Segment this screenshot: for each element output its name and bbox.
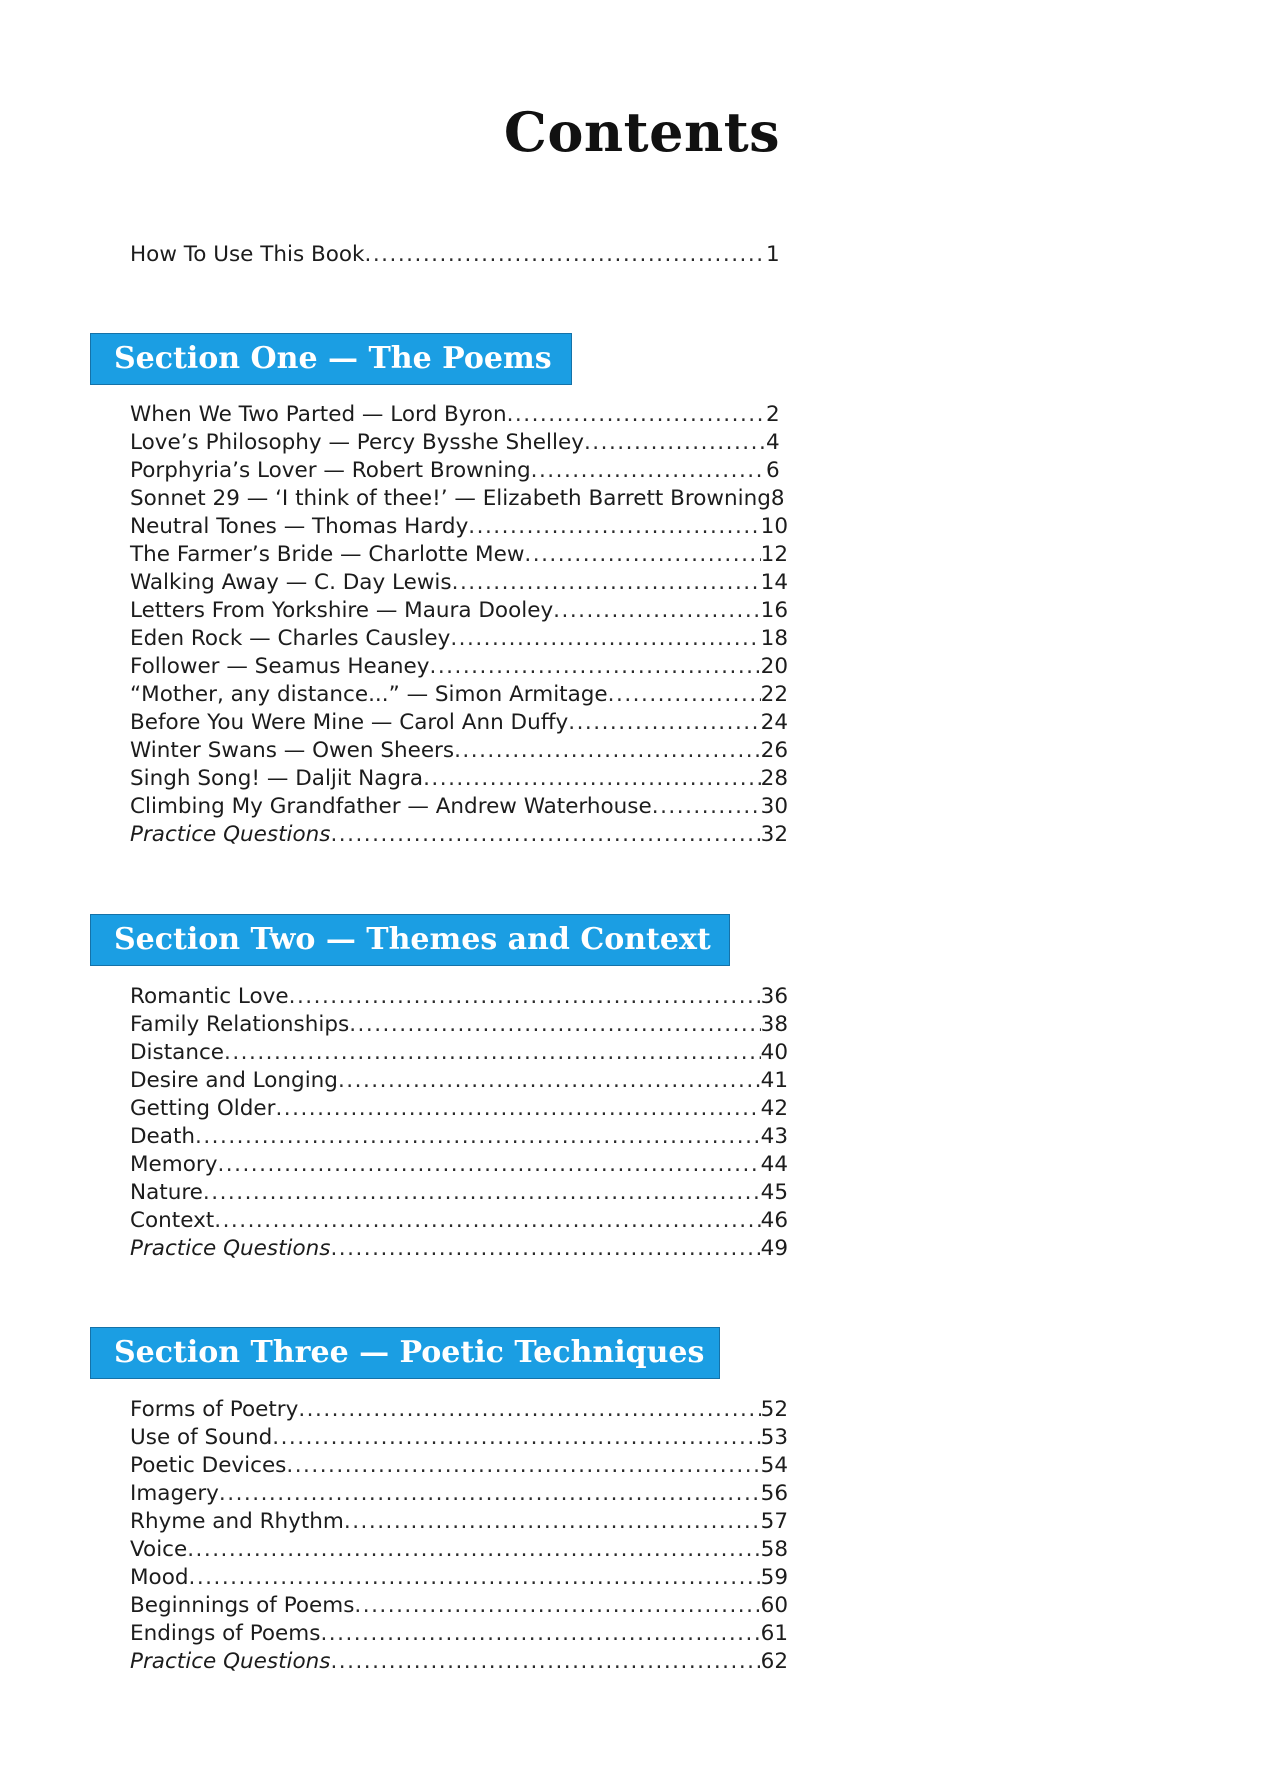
entry-page-number: 30 xyxy=(760,794,788,819)
entry-label: Eden Rock — Charles Causley xyxy=(130,626,451,651)
dot-leader xyxy=(507,401,766,429)
toc-entry[interactable] xyxy=(130,597,788,625)
dot-leader xyxy=(553,597,760,625)
dot-leader xyxy=(423,765,761,793)
entry-page-number: 24 xyxy=(760,710,788,735)
dot-leader xyxy=(289,983,761,1011)
toc-entry[interactable] xyxy=(130,1536,788,1564)
toc-entry[interactable] xyxy=(130,1424,788,1452)
entry-label: Climbing My Grandfather — Andrew Waterhouse xyxy=(130,794,652,819)
entry-page-number: 16 xyxy=(760,598,788,623)
entry-label: Mood xyxy=(130,1565,189,1590)
toc-entry[interactable] xyxy=(130,485,788,513)
toc-entry[interactable] xyxy=(130,709,788,737)
dot-leader xyxy=(349,1011,760,1039)
toc-entry-how-to-use[interactable] xyxy=(130,241,788,269)
entry-page-number: 46 xyxy=(760,1208,788,1233)
entry-label: Walking Away — C. Day Lewis xyxy=(130,570,452,595)
dot-leader xyxy=(652,793,761,821)
entry-page-number: 42 xyxy=(760,1096,788,1121)
entry-page-number: 22 xyxy=(760,682,788,707)
toc-entry[interactable] xyxy=(130,1508,788,1536)
toc-entry[interactable] xyxy=(130,653,788,681)
entry-label: Beginnings of Poems xyxy=(130,1593,355,1618)
dot-leader xyxy=(608,681,761,709)
section-header-one: Section One — The Poems xyxy=(90,333,572,385)
toc-entry[interactable] xyxy=(130,1207,788,1235)
dot-leader xyxy=(217,1151,760,1179)
dot-leader xyxy=(338,1067,761,1095)
dot-leader xyxy=(189,1564,761,1592)
dot-leader xyxy=(330,1235,760,1263)
section-header-two: Section Two — Themes and Context xyxy=(90,914,730,966)
entry-label: How To Use This Book xyxy=(130,242,365,267)
toc-entry[interactable] xyxy=(130,513,788,541)
dot-leader xyxy=(275,1095,760,1123)
entry-label: Sonnet 29 — ‘I think of thee!’ — Elizabeth Barrett Browning xyxy=(130,486,771,511)
entry-page-number: 60 xyxy=(760,1593,788,1618)
entry-page-number: 36 xyxy=(760,984,788,1009)
entry-label: Use of Sound xyxy=(130,1425,273,1450)
entry-page-number: 61 xyxy=(760,1621,788,1646)
toc-entry-practice-questions[interactable] xyxy=(130,1235,788,1263)
dot-leader xyxy=(330,1648,760,1676)
entry-page-number: 1 xyxy=(766,242,780,267)
entry-label: Rhyme and Rhythm xyxy=(130,1509,344,1534)
page-title: Contents xyxy=(503,100,781,164)
entry-label: Nature xyxy=(130,1180,203,1205)
toc-entry[interactable] xyxy=(130,1067,788,1095)
entry-page-number: 44 xyxy=(760,1152,788,1177)
toc-entry[interactable] xyxy=(130,457,788,485)
entry-label: Practice Questions xyxy=(130,1649,331,1674)
entry-page-number: 8 xyxy=(770,486,785,511)
entry-page-number: 49 xyxy=(760,1236,788,1261)
toc-entry[interactable] xyxy=(130,765,788,793)
toc-entry[interactable] xyxy=(130,541,788,569)
entry-page-number: 54 xyxy=(760,1453,788,1478)
entry-label: Getting Older xyxy=(130,1096,276,1121)
entry-label: Love’s Philosophy — Percy Bysshe Shelley xyxy=(130,430,584,455)
toc-entry[interactable] xyxy=(130,1480,788,1508)
entry-page-number: 62 xyxy=(760,1649,788,1674)
entry-page-number: 14 xyxy=(760,570,788,595)
entry-label: Context xyxy=(130,1208,215,1233)
toc-entry[interactable] xyxy=(130,1620,788,1648)
entry-page-number: 58 xyxy=(760,1537,788,1562)
dot-leader xyxy=(272,1424,760,1452)
toc-entry[interactable] xyxy=(130,793,788,821)
entry-label: Forms of Poetry xyxy=(130,1397,299,1422)
entry-label: Follower — Seamus Heaney xyxy=(130,654,430,679)
dot-leader xyxy=(330,821,760,849)
dot-leader xyxy=(344,1508,761,1536)
entry-page-number: 12 xyxy=(760,542,788,567)
dot-leader xyxy=(298,1396,760,1424)
toc-entry[interactable] xyxy=(130,737,788,765)
entry-label: Distance xyxy=(130,1040,225,1065)
section-header-three: Section Three — Poetic Techniques xyxy=(90,1327,720,1379)
entry-label: The Farmer’s Bride — Charlotte Mew xyxy=(130,542,525,567)
entry-label: Practice Questions xyxy=(130,1236,331,1261)
toc-entry[interactable] xyxy=(130,1011,788,1039)
entry-page-number: 43 xyxy=(760,1124,788,1149)
toc-entry[interactable] xyxy=(130,625,788,653)
dot-leader xyxy=(354,1592,760,1620)
toc-entry[interactable] xyxy=(130,401,788,429)
entry-page-number: 26 xyxy=(760,738,788,763)
toc-entry[interactable] xyxy=(130,1151,788,1179)
entry-label: Desire and Longing xyxy=(130,1068,338,1093)
entry-page-number: 40 xyxy=(760,1040,788,1065)
entry-label: Practice Questions xyxy=(130,822,331,847)
entry-page-number: 28 xyxy=(760,766,788,791)
entry-label: Imagery xyxy=(130,1481,219,1506)
toc-entry-practice-questions[interactable] xyxy=(130,821,788,849)
dot-leader xyxy=(531,457,766,485)
entry-page-number: 59 xyxy=(760,1565,788,1590)
toc-entry[interactable] xyxy=(130,1123,788,1151)
toc-entry[interactable] xyxy=(130,1039,788,1067)
toc-entry[interactable] xyxy=(130,1592,788,1620)
entry-label: Voice xyxy=(130,1537,188,1562)
entry-page-number: 57 xyxy=(760,1509,788,1534)
toc-entry[interactable] xyxy=(130,569,788,597)
dot-leader xyxy=(187,1536,760,1564)
dot-leader xyxy=(568,709,760,737)
toc-entry[interactable] xyxy=(130,429,788,457)
entry-page-number: 53 xyxy=(760,1425,788,1450)
toc-entry[interactable] xyxy=(130,681,788,709)
dot-leader xyxy=(524,541,760,569)
entry-page-number: 41 xyxy=(760,1068,788,1093)
entry-label: Winter Swans — Owen Sheers xyxy=(130,738,455,763)
dot-leader xyxy=(468,513,760,541)
dot-leader xyxy=(454,737,761,765)
entry-page-number: 32 xyxy=(760,822,788,847)
entry-label: Neutral Tones — Thomas Hardy xyxy=(130,514,469,539)
toc-entry[interactable] xyxy=(130,1564,788,1592)
entry-label: Memory xyxy=(130,1152,218,1177)
entry-label: Family Relationships xyxy=(130,1012,350,1037)
entry-page-number: 10 xyxy=(760,514,788,539)
entry-label: Letters From Yorkshire — Maura Dooley xyxy=(130,598,554,623)
toc-entry[interactable] xyxy=(130,1095,788,1123)
dot-leader xyxy=(429,653,760,681)
entry-label: Porphyria’s Lover — Robert Browning xyxy=(130,458,531,483)
entry-label: Singh Song! — Daljit Nagra xyxy=(130,766,424,791)
dot-leader xyxy=(195,1123,761,1151)
toc-entry[interactable] xyxy=(130,1452,788,1480)
entry-label: Death xyxy=(130,1124,196,1149)
entry-label: Endings of Poems xyxy=(130,1621,321,1646)
entry-label: “Mother, any distance...” — Simon Armitage xyxy=(130,682,608,707)
dot-leader xyxy=(450,625,760,653)
dot-leader xyxy=(224,1039,761,1067)
toc-entry[interactable] xyxy=(130,1396,788,1424)
dot-leader xyxy=(452,569,761,597)
entry-label: Before You Were Mine — Carol Ann Duffy xyxy=(130,710,569,735)
entry-page-number: 2 xyxy=(766,402,780,427)
dot-leader xyxy=(203,1179,761,1207)
dot-leader xyxy=(364,241,766,269)
entry-page-number: 6 xyxy=(766,458,780,483)
toc-entry[interactable] xyxy=(130,983,788,1011)
entry-page-number: 52 xyxy=(760,1397,788,1422)
entry-page-number: 45 xyxy=(760,1180,788,1205)
entry-page-number: 4 xyxy=(766,430,780,455)
toc-entry[interactable] xyxy=(130,1179,788,1207)
entry-page-number: 38 xyxy=(760,1012,788,1037)
entry-page-number: 56 xyxy=(760,1481,788,1506)
dot-leader xyxy=(286,1452,760,1480)
entry-label: Romantic Love xyxy=(130,984,289,1009)
dot-leader xyxy=(214,1207,760,1235)
dot-leader xyxy=(320,1620,760,1648)
dot-leader xyxy=(584,429,766,457)
entry-label: Poetic Devices xyxy=(130,1453,287,1478)
entry-label: When We Two Parted — Lord Byron xyxy=(130,402,507,427)
dot-leader xyxy=(219,1480,761,1508)
toc-entry-practice-questions[interactable] xyxy=(130,1648,788,1676)
entry-page-number: 18 xyxy=(760,626,788,651)
entry-page-number: 20 xyxy=(760,654,788,679)
